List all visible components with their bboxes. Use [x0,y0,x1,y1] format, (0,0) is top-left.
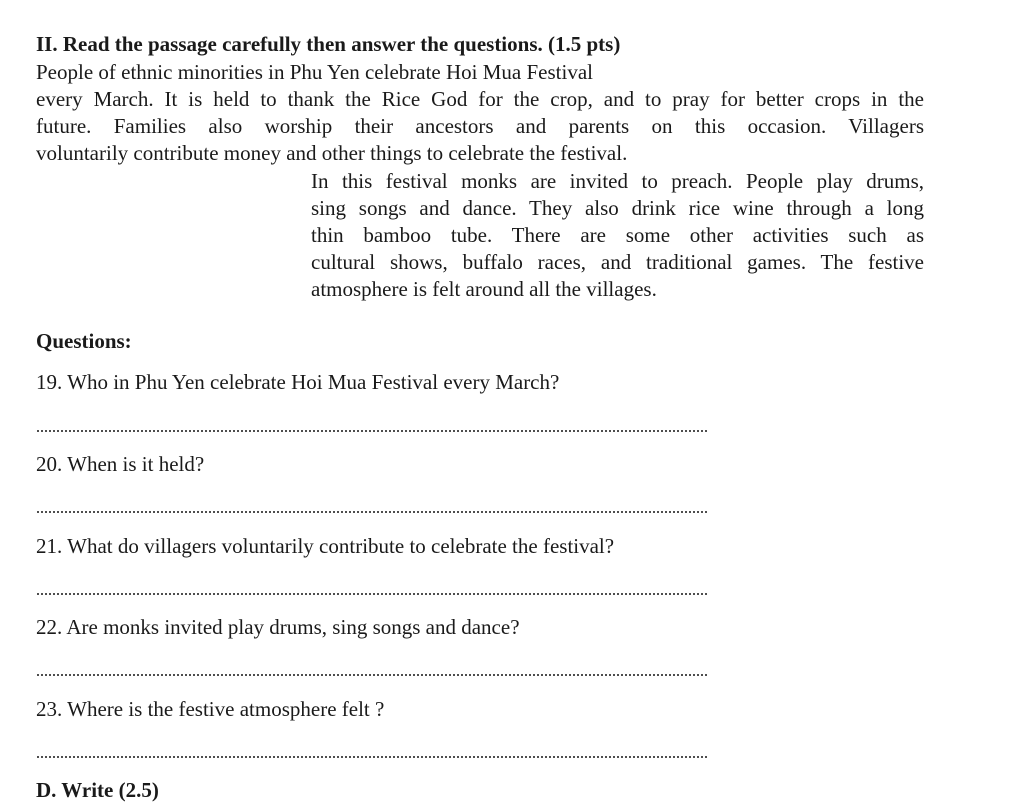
answer-line-23[interactable] [36,756,708,758]
answer-line-20[interactable] [36,511,708,513]
next-section-title: D. Write (2.5) [36,778,159,802]
passage-line-4: voluntarily contribute money and other things to celebrate the festival. [36,141,628,165]
passage-line-3: future. Families also worship their ancestors and parents on this occasion. Villagers [36,114,924,138]
passage-para2-line-1: In this festival monks are invited to preach. People play drums, [311,169,924,193]
passage-para2-line-4: cultural shows, buffalo races, and traditional games. The festive [311,250,924,274]
passage-line-1: People of ethnic minorities in Phu Yen celebrate Hoi Mua Festival [36,60,593,84]
question-23: 23. Where is the festive atmosphere felt ? [36,697,385,721]
question-22: 22. Are monks invited play drums, sing songs and dance? [36,615,520,639]
passage-para2-line-2: sing songs and dance. They also drink rice wine through a long [311,196,924,220]
answer-line-22[interactable] [36,674,708,676]
question-19: 19. Who in Phu Yen celebrate Hoi Mua Festival every March? [36,370,560,394]
passage-para2-line-5: atmosphere is felt around all the villages. [311,277,657,301]
section-title: II. Read the passage carefully then answer the questions. (1.5 pts) [36,32,621,56]
question-21: 21. What do villagers voluntarily contribute to celebrate the festival? [36,534,615,558]
passage-line-2: every March. It is held to thank the Rice God for the crop, and to pray for better crops in the [36,87,924,111]
answer-line-19[interactable] [36,430,708,432]
passage-para2-line-3: thin bamboo tube. There are some other activities such as [311,223,924,247]
answer-line-21[interactable] [36,593,708,595]
questions-heading: Questions: [36,329,132,353]
question-20: 20. When is it held? [36,452,205,476]
